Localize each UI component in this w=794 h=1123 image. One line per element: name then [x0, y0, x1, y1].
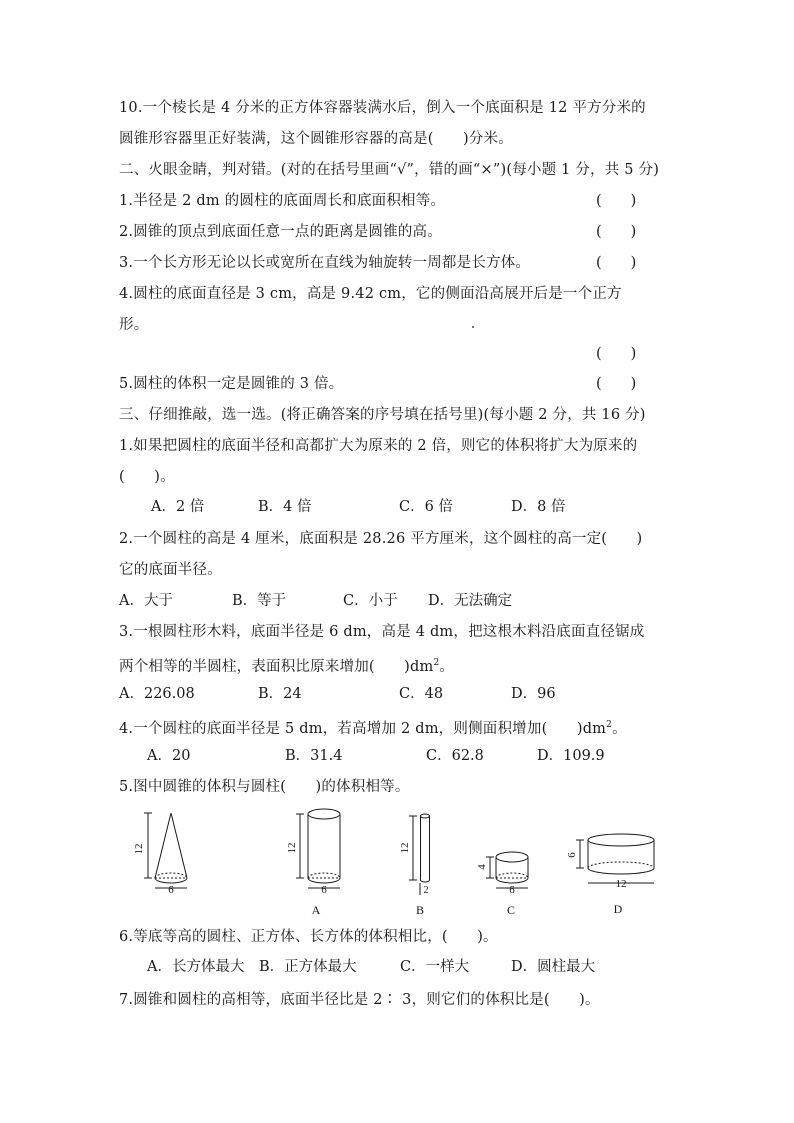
- s3-q2-option-a[interactable]: A．大于: [119, 593, 173, 609]
- cone-diameter-label: 6: [168, 884, 174, 896]
- s3-q2-line-2: 它的底面半径。: [119, 562, 222, 578]
- cone-left-edge: [155, 813, 171, 878]
- s3-q5-line: 5.图中圆锥的体积与圆柱( )的体积相等。: [119, 779, 410, 795]
- cylinder-d-shape: [576, 834, 654, 883]
- s3-q3-line-1: 3.一根圆柱形木料，底面半径是 6 dm，高是 4 dm，把这根木料沿底面直径锯成: [119, 624, 645, 640]
- cylinder-a-shape: [296, 809, 340, 888]
- s2-item-3: 3.一个长方形无论以长或宽所在直线为轴旋转一周都是长方体。: [119, 255, 531, 271]
- s2-item-1-answer-bracket[interactable]: ( ): [596, 193, 637, 209]
- s2-item-1: 1.半径是 2 dm 的圆柱的底面周长和底面积相等。: [119, 193, 446, 209]
- cylinder-a-base-back: [308, 873, 340, 878]
- s3-q2-option-b[interactable]: B．等于: [232, 593, 287, 609]
- cylinder-c-base-front: [496, 878, 528, 883]
- s2-item-3-answer-bracket[interactable]: ( ): [596, 255, 637, 271]
- s3-q6-line: 6.等底等高的圆柱、正方体、长方体的体积相比，( )。: [119, 929, 498, 945]
- cylinder-d-diameter-label: 12: [615, 878, 627, 890]
- cylinder-a-diameter-label: 6: [321, 884, 327, 896]
- s2-item-5: 5.圆柱的体积一定是圆锥的 3 倍。: [119, 376, 344, 392]
- q10-line-1: 10.一个棱长是 4 分米的正方体容器装满水后，倒入一个底面积是 12 平方分米的: [119, 100, 646, 116]
- s3-q1-option-d[interactable]: D．8 倍: [511, 499, 566, 515]
- cylinder-c-label: C: [506, 903, 516, 917]
- s3-q3-option-c[interactable]: C．48: [399, 686, 444, 702]
- s3-q4-option-c[interactable]: C．62.8: [426, 748, 484, 764]
- s3-q4-line-end: 。: [612, 720, 627, 737]
- s2-item-2: 2.圆锥的顶点到底面任意一点的距离是圆锥的高。: [119, 224, 442, 240]
- cylinder-c-diameter-label: 6: [509, 884, 515, 896]
- s3-q3-superscript: 2: [433, 658, 440, 668]
- s3-q4-option-d[interactable]: D．109.9: [537, 748, 605, 764]
- s3-q1-line-2: ( )。: [119, 469, 175, 485]
- cylinder-c-base-back: [496, 873, 528, 878]
- section3-heading: 三、仔细推敲，选一选。(将正确答案的序号填在括号里)(每小题 2 分，共 16 分): [119, 407, 646, 423]
- s3-q1-option-c[interactable]: C．6 倍: [399, 499, 453, 515]
- cylinder-b-height-label: 12: [399, 842, 411, 854]
- s2-item-5-answer-bracket[interactable]: ( ): [596, 376, 637, 392]
- s3-q4-line-text: 4.一个圆柱的底面半径是 5 dm，若高增加 2 dm，则侧面积增加( )dm: [119, 720, 607, 737]
- q10-line-2: 圆锥形容器里正好装满，这个圆锥形容器的高是( )分米。: [119, 131, 513, 147]
- s2-item-2-answer-bracket[interactable]: ( ): [596, 224, 637, 240]
- s3-q3-line-2-text: 两个相等的半圆柱，表面积比原来增加( )dm: [119, 658, 434, 675]
- cylinder-d-height-label: 6: [566, 852, 578, 858]
- cylinder-b-shape: [409, 814, 430, 895]
- cylinder-a-height-label: 12: [286, 842, 298, 854]
- s3-q6-option-c[interactable]: C．一样大: [400, 959, 470, 975]
- cylinder-a-top: [308, 809, 340, 819]
- s3-q3-option-b[interactable]: B．24: [258, 686, 302, 702]
- cylinder-d-base-front: [588, 868, 654, 874]
- s3-q7-line: 7.圆锥和圆柱的高相等，底面半径比是 2∶ 3，则它们的体积比是( )。: [119, 992, 600, 1008]
- cone-base-back: [155, 873, 187, 878]
- s3-q3-line-2-end: 。: [439, 658, 455, 675]
- cylinder-b-base: [421, 880, 430, 882]
- cylinder-c-shape: [486, 852, 528, 888]
- cylinder-c-top: [496, 852, 528, 862]
- s3-q1-option-a[interactable]: A．2 倍: [151, 499, 205, 515]
- cylinder-b-diameter-label: 2: [423, 885, 429, 896]
- s2-item-4-answer-bracket[interactable]: ( ): [596, 346, 637, 362]
- s3-q4-option-b[interactable]: B．31.4: [285, 748, 343, 764]
- cone-height-label: 12: [133, 843, 145, 855]
- s3-q2-option-d[interactable]: D．无法确定: [428, 593, 513, 609]
- s3-q3-option-d[interactable]: D．96: [511, 686, 556, 702]
- cone-base-front: [155, 878, 187, 883]
- cylinder-c-height-label: 4: [476, 864, 488, 870]
- cylinder-b-label: B: [415, 903, 425, 917]
- s3-q6-option-a[interactable]: A．长方体最大: [147, 959, 245, 975]
- cylinder-a-base-front: [308, 878, 340, 883]
- cone-shape: [144, 813, 187, 888]
- s3-q3-option-a[interactable]: A．226.08: [119, 686, 195, 702]
- cylinder-d-base-back: [588, 862, 654, 868]
- cylinder-d-top: [588, 834, 654, 846]
- s3-q1-line-1: 1.如果把圆柱的底面半径和高都扩大为原来的 2 倍，则它的体积将扩大为原来的: [119, 438, 638, 454]
- s2-item-4-line-2: 形。: [119, 317, 149, 333]
- cylinder-a-label: A: [311, 903, 321, 917]
- s3-q2-line-1: 2.一个圆柱的高是 4 厘米，底面积是 28.26 平方厘米，这个圆柱的高一定( ): [119, 531, 643, 547]
- cylinder-d-label: D: [613, 902, 623, 916]
- cone-right-edge: [171, 813, 187, 878]
- cylinder-b-top: [421, 814, 430, 818]
- s3-q6-options: [119, 957, 679, 977]
- s2-item-4-line-1: 4.圆柱的底面直径是 3 cm，高是 9.42 cm，它的侧面沿高展开后是一个正方: [119, 286, 622, 302]
- s3-q6-option-b[interactable]: B．正方体最大: [259, 959, 357, 975]
- s3-q4-superscript: 2: [606, 720, 613, 730]
- s3-q4-option-a[interactable]: A．20: [147, 748, 191, 764]
- s3-q2-option-c[interactable]: C．小于: [343, 593, 398, 609]
- s3-q1-option-b[interactable]: B．4 倍: [258, 499, 312, 515]
- s3-q6-option-d[interactable]: D．圆柱最大: [511, 959, 596, 975]
- section2-heading: 二、火眼金睛，判对错。(对的在括号里画“√”，错的画“×”)(每小题 1 分，共 5 分): [119, 162, 660, 178]
